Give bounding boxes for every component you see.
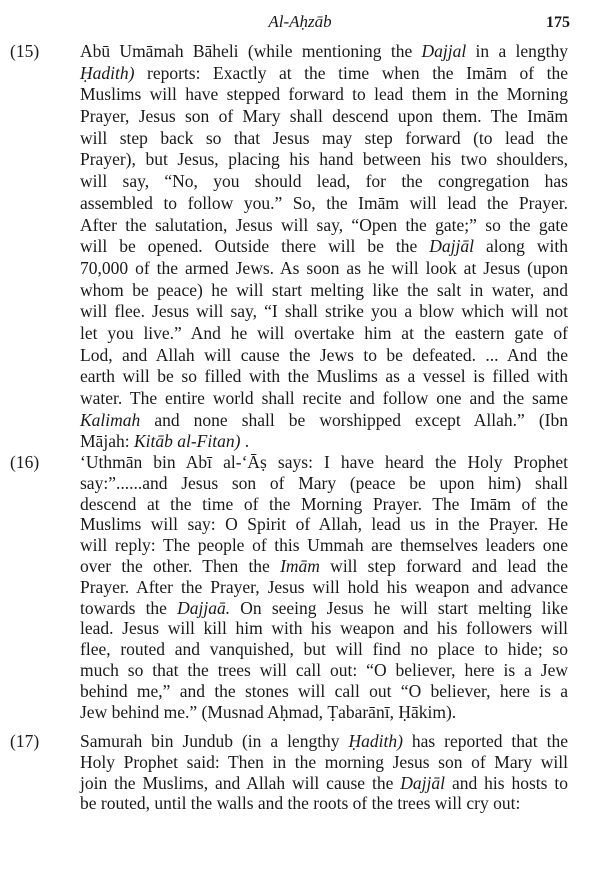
text-segment: whom be peace) he will start melting like the salt in water, and — [80, 279, 568, 300]
italic-term: Kalimah — [80, 409, 141, 430]
text-segment: Prayer. After the Prayer, Jesus will hold his weapon and advance — [80, 576, 568, 597]
text-line — [80, 410, 568, 432]
italic-term: Dajjal — [421, 41, 467, 61]
text-segment: much so that the trees will call out: “O believer, here is a Jew — [80, 659, 568, 680]
text-segment: will be opened. Outside there will be the — [80, 236, 430, 257]
text-line — [80, 280, 568, 302]
text-segment: ‘Uthmān bin Abī al-‘Āṣ says: I have heard the Holy Prophet — [80, 452, 568, 472]
italic-term: Dajjaā. — [177, 597, 231, 618]
text-segment: and his hosts to — [445, 772, 568, 793]
text-line — [80, 731, 568, 752]
text-segment: join the Muslims, and Allah will cause the — [80, 772, 401, 793]
italic-term: Imām — [280, 555, 320, 576]
text-line — [80, 681, 568, 702]
text-segment: will flee. Jesus will say, “I shall strike you a blow which will not — [80, 301, 568, 322]
text-line — [80, 494, 568, 515]
text-line — [80, 773, 568, 794]
text-line — [80, 193, 568, 215]
text-segment: behind me,” and the stones will call out “O believer, here is a — [80, 680, 568, 701]
italic-term: Kitāb al-Fitan) — [133, 431, 241, 452]
text-segment: towards the — [80, 597, 178, 618]
text-line — [80, 106, 568, 128]
text-line — [80, 752, 568, 773]
text-segment: and none shall be worshipped except Allah.” (Ibn — [140, 409, 568, 430]
text-segment: Muslims will have stepped forward to lead them in the Morning — [80, 84, 568, 105]
text-line — [80, 236, 568, 258]
text-segment: Jew behind me.” (Musnad Aḥmad, Ṭabarānī, Ḥākim). — [80, 701, 457, 722]
text-line — [80, 514, 568, 535]
text-line — [80, 702, 568, 723]
paragraph-text — [80, 41, 568, 453]
text-line — [80, 301, 568, 323]
text-segment: descend at the time of the Morning Prayer. The Imām of the — [80, 493, 568, 514]
text-line — [80, 577, 568, 598]
text-segment: flee, routed and vanquished, but will find no place to hide; so — [80, 639, 568, 660]
text-line — [80, 535, 568, 556]
text-segment: will reply: The people of this Ummah are themselves leaders one — [80, 535, 568, 556]
text-line — [80, 128, 568, 150]
text-segment: will step back so that Jesus may step forward (to lead the — [80, 127, 568, 148]
text-line — [80, 618, 568, 639]
text-line — [80, 793, 568, 814]
italic-term: Dajjāl — [429, 236, 474, 257]
text-line — [80, 452, 568, 473]
text-segment: lead. Jesus will kill him with his weapon and his followers will — [80, 618, 568, 639]
paragraph-number: (15) — [10, 41, 40, 61]
text-segment: reports: Exactly at the time when the Imām of the — [134, 62, 568, 83]
text-line — [80, 366, 568, 388]
text-segment: has reported that the — [402, 731, 568, 751]
text-line — [80, 660, 568, 681]
text-line — [80, 556, 568, 577]
text-line — [80, 149, 568, 171]
text-segment: Holy Prophet said: Then in the morning Jesus son of Mary will — [80, 751, 568, 772]
text-line — [80, 84, 568, 106]
text-segment: Prayer), but Jesus, placing his hand between his two shoulders, — [80, 149, 568, 170]
paragraph-number: (16) — [10, 452, 40, 472]
italic-term: Dajjāl — [400, 772, 446, 793]
running-title: Al-Aḥzāb — [268, 12, 332, 31]
text-segment: Lod, and Allah will cause the Jews to be defeated. ... And the — [80, 344, 568, 365]
text-line — [80, 388, 568, 410]
text-segment: over the other. Then the — [80, 555, 281, 576]
text-segment: water. The entire world shall recite and follow one and the same — [80, 388, 568, 408]
text-segment: be routed, until the walls and the roots of the trees will cry out: — [80, 793, 521, 814]
page-number: 175 — [546, 14, 570, 31]
text-segment: Prayer, Jesus son of Mary shall descend upon them. The Imām — [80, 106, 568, 127]
text-segment: will step forward and lead the — [319, 555, 568, 576]
paragraph-text — [80, 452, 568, 722]
text-segment: earth will be so filled with the Muslims as a vessel is filled with — [80, 366, 568, 387]
text-line — [80, 345, 568, 367]
text-segment: assembled to follow you.” So, the Imām will lead the Prayer. — [80, 192, 568, 213]
text-segment: say:”......and Jesus son of Mary (peace be upon him) shall — [80, 472, 568, 493]
text-line — [80, 63, 568, 85]
italic-term: Ḥadith) — [80, 62, 135, 83]
text-segment: . — [240, 431, 250, 452]
text-segment: After the salutation, Jesus will say, “Open the gate;” so the gate — [80, 214, 568, 235]
text-line — [80, 431, 568, 453]
text-line — [80, 258, 568, 280]
text-segment: Mājah: — [80, 431, 134, 452]
text-segment: in a lengthy — [466, 41, 568, 61]
paragraph-number: (17) — [10, 731, 40, 751]
text-line — [80, 171, 568, 193]
text-segment: let you live.” And he will overtake him at the eastern gate of — [80, 322, 568, 343]
text-segment: Samurah bin Jundub (in a lengthy — [80, 731, 349, 751]
text-segment: Abū Umāmah Bāheli (while mentioning the — [80, 41, 422, 61]
italic-term: Ḥadith) — [348, 731, 403, 751]
paragraph-text — [80, 731, 568, 814]
text-line — [80, 598, 568, 619]
text-line — [80, 323, 568, 345]
text-segment: On seeing Jesus he will start melting like — [230, 597, 568, 618]
text-segment: will say, “No, you should lead, for the congregation has — [80, 171, 568, 192]
text-line — [80, 473, 568, 494]
text-line — [80, 639, 568, 660]
text-segment: 70,000 of the armed Jews. As soon as he will look at Jesus (upon — [80, 257, 568, 278]
text-segment: Muslims will say: O Spirit of Allah, lead us in the Prayer. He — [80, 514, 568, 535]
text-segment: along with — [473, 236, 568, 257]
text-line — [80, 215, 568, 237]
page-header — [0, 10, 600, 34]
text-line — [80, 41, 568, 63]
